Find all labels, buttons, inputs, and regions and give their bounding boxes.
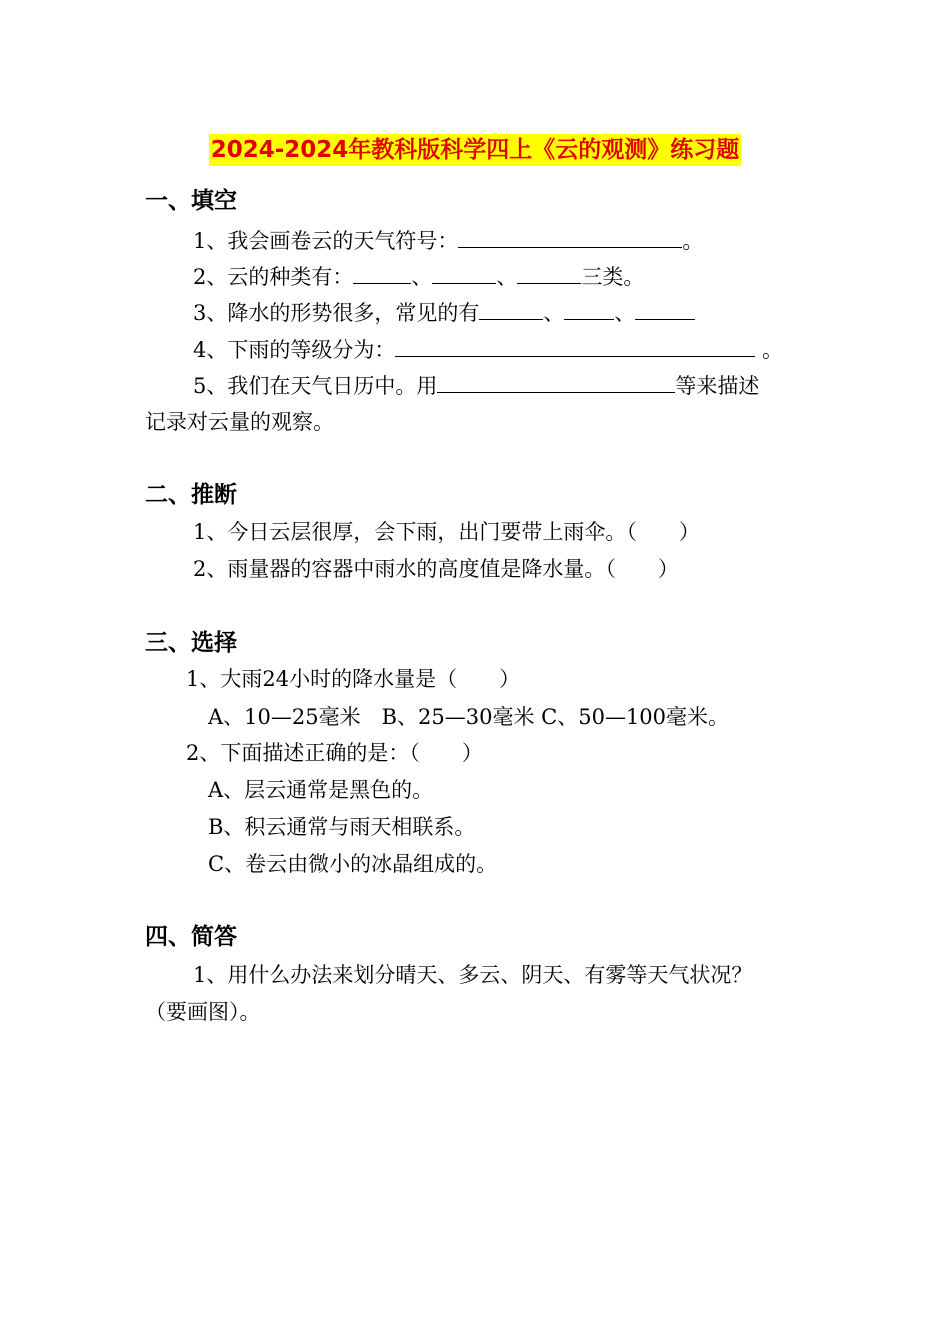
section-heading-fill-blank: 一、填空 [145, 188, 237, 214]
section-heading-judgement: 二、推断 [145, 482, 237, 508]
fill-question-4 [193, 334, 783, 365]
fill-question-3 [193, 297, 695, 328]
question-text: 我们在天气日历中。用 [227, 374, 438, 398]
question-text: 、 [411, 265, 433, 289]
short-answer-question-1-continuation: （要画图）。 [145, 1000, 261, 1024]
question-text: 下雨的等级分为： [227, 338, 396, 362]
answer-blank[interactable] [635, 297, 695, 320]
question-text: 等来描述 [675, 374, 760, 398]
section-heading-short-answer: 四、简答 [145, 924, 237, 950]
choice-question-1: 1、大雨24小时的降水量是（ ） [186, 667, 521, 691]
fill-question-2 [193, 261, 644, 292]
document-title: 2024-2024年教科版科学四上《云的观测》练习题 [209, 134, 742, 166]
answer-blank[interactable] [432, 261, 496, 284]
fill-question-1 [193, 225, 703, 256]
question-text: 我会画卷云的天气符号： [227, 229, 459, 253]
answer-blank[interactable] [479, 297, 543, 320]
question-text: 三类。 [581, 265, 645, 289]
fill-question-5-continuation: 记录对云量的观察。 [145, 410, 334, 434]
question-number: 2、 [193, 265, 228, 289]
choice-option-b: B、积云通常与雨天相联系。 [208, 815, 476, 839]
fill-question-5 [193, 370, 759, 401]
answer-blank[interactable] [353, 261, 411, 284]
question-text: 。 [682, 229, 704, 253]
answer-blank[interactable] [564, 297, 614, 320]
question-number: 5、 [193, 374, 228, 398]
question-number: 4、 [193, 338, 228, 362]
choice-option-a: A、层云通常是黑色的。 [208, 778, 434, 802]
question-text: 云的种类有： [227, 265, 354, 289]
title-wrap [0, 134, 950, 166]
question-text: 、 [614, 301, 636, 325]
question-text: 。 [755, 338, 784, 362]
answer-blank[interactable] [395, 334, 755, 357]
question-number: 1、 [193, 229, 228, 253]
choice-option-c: C、卷云由微小的冰晶组成的。 [208, 852, 498, 876]
choice-question-2: 2、下面描述正确的是：（ ） [186, 741, 483, 765]
judge-question-2: 2、雨量器的容器中雨水的高度值是降水量。（ ） [193, 557, 679, 581]
question-text: 、 [496, 265, 518, 289]
answer-blank[interactable] [437, 370, 675, 393]
question-text: 降水的形势很多，常见的有 [227, 301, 480, 325]
answer-blank[interactable] [458, 225, 682, 248]
section-heading-choice: 三、选择 [145, 630, 237, 656]
judge-question-1: 1、今日云层很厚，会下雨，出门要带上雨伞。（ ） [193, 520, 700, 544]
question-text: 、 [543, 301, 565, 325]
choice-question-1-options: A、10—25毫米 B、25—30毫米 C、50—100毫米。 [208, 705, 730, 729]
short-answer-question-1: 1、用什么办法来划分晴天、多云、阴天、有雾等天气状况？ [193, 963, 753, 987]
answer-blank[interactable] [517, 261, 581, 284]
question-number: 3、 [193, 301, 228, 325]
